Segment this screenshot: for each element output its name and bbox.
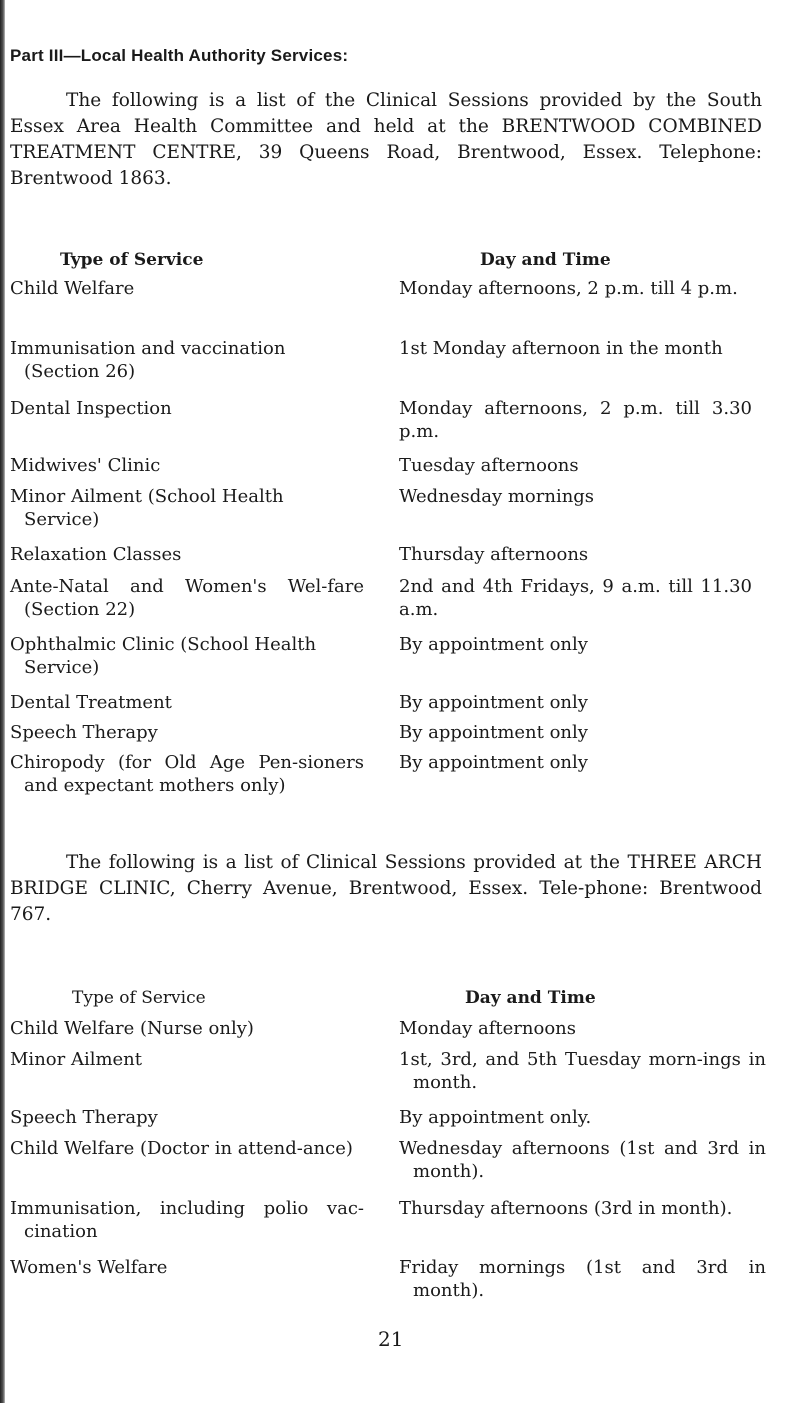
table1-service-7: Ante-Natal and Women's Wel-fare (Section 22) bbox=[10, 576, 364, 620]
table1-service-11: Chiropody (for Old Age Pen-sioners and expectant mothers only) bbox=[10, 752, 364, 796]
page-binding-edge bbox=[0, 0, 5, 1403]
column-header-service: Type of Service bbox=[60, 250, 204, 270]
table1-time-11: By appointment only bbox=[399, 752, 588, 773]
table2-time-4: Wednesday afternoons (1st and 3rd in month). bbox=[399, 1138, 766, 1182]
table2-time-3: By appointment only. bbox=[399, 1107, 592, 1128]
table2-service-4: Child Welfare (Doctor in attend-ance) bbox=[10, 1138, 353, 1159]
table1-time-4: Tuesday afternoons bbox=[399, 455, 579, 476]
table2-service-2: Minor Ailment bbox=[10, 1049, 143, 1070]
section-heading: Part III—Local Health Authority Services: bbox=[10, 46, 349, 65]
table2-time-5: Thursday afternoons (3rd in month). bbox=[399, 1198, 733, 1219]
table1-service-1: Child Welfare bbox=[10, 278, 135, 299]
column-header-time: Day and Time bbox=[480, 250, 611, 270]
table2-time-2: 1st, 3rd, and 5th Tuesday morn-ings in month. bbox=[399, 1049, 766, 1093]
table1-time-1: Monday afternoons, 2 p.m. till 4 p.m. bbox=[399, 278, 738, 299]
table2-service-6: Women's Welfare bbox=[10, 1257, 168, 1278]
table2-service-1: Child Welfare (Nurse only) bbox=[10, 1018, 254, 1039]
table2-service-5: Immunisation, including polio vac-cination bbox=[10, 1198, 364, 1242]
table2-service-3: Speech Therapy bbox=[10, 1107, 158, 1128]
page-number: 21 bbox=[378, 1327, 404, 1351]
table1-service-2: Immunisation and vaccination (Section 26) bbox=[10, 338, 286, 382]
table1-time-9: By appointment only bbox=[399, 692, 588, 713]
column-header-time-2: Day and Time bbox=[465, 988, 596, 1008]
table1-time-8: By appointment only bbox=[399, 634, 588, 655]
table1-service-3: Dental Inspection bbox=[10, 398, 172, 419]
table1-time-7: 2nd and 4th Fridays, 9 a.m. till 11.30 a.m. bbox=[399, 576, 752, 620]
table2-time-1: Monday afternoons bbox=[399, 1018, 576, 1039]
column-header-service-2: Type of Service bbox=[72, 988, 206, 1008]
table1-service-10: Speech Therapy bbox=[10, 722, 158, 743]
table1-service-6: Relaxation Classes bbox=[10, 544, 182, 565]
table2-time-6: Friday mornings (1st and 3rd in month). bbox=[399, 1257, 766, 1301]
table1-time-10: By appointment only bbox=[399, 722, 588, 743]
table1-service-8: Ophthalmic Clinic (School Health Service) bbox=[10, 634, 317, 678]
table1-time-2: 1st Monday afternoon in the month bbox=[399, 338, 723, 359]
table1-time-5: Wednesday mornings bbox=[399, 486, 595, 507]
table1-service-5: Minor Ailment (School Health Service) bbox=[10, 486, 284, 530]
table1-time-6: Thursday afternoons bbox=[399, 544, 589, 565]
table1-service-4: Midwives' Clinic bbox=[10, 455, 161, 476]
intro-paragraph-2: The following is a list of Clinical Sessions provided at the THREE ARCH BRIDGE CLINIC, Cherry Avenue, Brentwood, Essex. Tele-phone: Brentwood 767. bbox=[10, 852, 762, 925]
intro-paragraph-1: The following is a list of the Clinical Sessions provided by the South Essex Area Health Committee and held at the BRENTWOOD COMBINED TREATMENT CENTRE, 39 Queens Road, Brentwood, Essex. Telephone: Brentwood 1863. bbox=[10, 90, 762, 189]
table1-service-9: Dental Treatment bbox=[10, 692, 172, 713]
table1-time-3: Monday afternoons, 2 p.m. till 3.30 p.m. bbox=[399, 398, 752, 442]
